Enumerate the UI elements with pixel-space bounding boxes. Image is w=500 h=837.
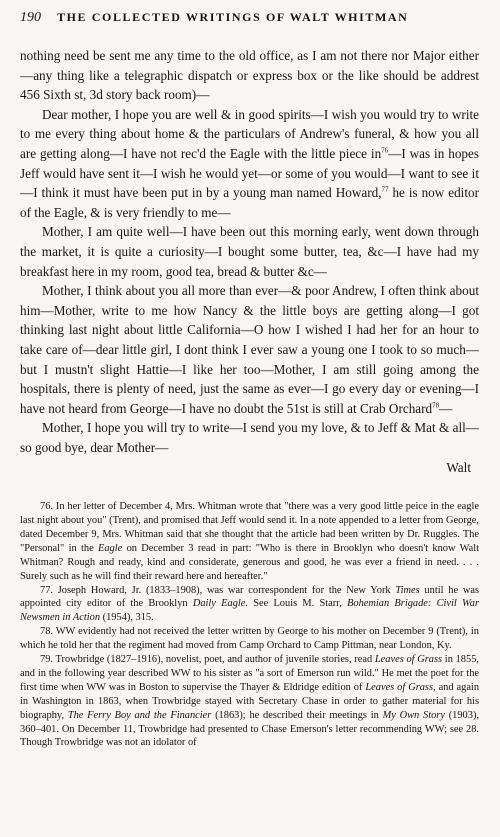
running-head: THE COLLECTED WRITINGS OF WALT WHITMAN: [57, 10, 409, 24]
text-run: —I was in hopes Jeff would have sent it—I wish he would yet—or some of you would—I want to see it—I think it must have been put in by a young man named Howard,: [20, 145, 479, 201]
letter-paragraph: [20, 222, 479, 281]
text-run: until he was appointed city editor of the Brooklyn: [20, 584, 479, 610]
text-run: he is now editor of the Eagle, & is very friendly to me—: [20, 185, 479, 220]
letter-paragraph: [20, 105, 479, 223]
footnotes: [20, 500, 479, 750]
text-run: nothing need be sent me any time to the old office, as I am not there nor Major either—any thing like a telegraphic dispatch or express box or the like should be addrest 456 Sixth st, 3d story back room)—: [20, 48, 479, 103]
page-number: 190: [20, 10, 41, 25]
text-run: Mother, I am quite well—I have been out this morning early, went down through the market, it is quite a curiosity—I bought some butter, tea, &c—I have had my breakfast here in my room, good tea, bread & butter &c—: [20, 224, 479, 279]
text-run: on December 3 read in part: "Who is there in Brooklyn who doesn't know Walt Whitman? Rough and ready, kind and considerate, generous and good, he was ever a friend in need. . . . Surely such as he will find their reward here and hereafter.": [20, 542, 479, 582]
italic-text: Times: [395, 584, 420, 596]
text-run: —: [439, 400, 453, 416]
text-run: in 1855, and in the following year described WW to his sister as "a sort of Emerson run wild." He met the poet for the first time when WW was in Boston to supervise the Thayer & Eldridge edition of: [20, 654, 479, 693]
text-run: Mother, I hope you will try to write—I send you my love, & to Jeff & Mat & all—so good bye, dear Mother—: [20, 420, 479, 455]
page-header: [20, 10, 479, 32]
text-run: 77. Joseph Howard, Jr. (1833–1908), was war correspondent for the New York: [40, 584, 396, 596]
letter-body: [20, 46, 479, 457]
text-run: 78. WW evidently had not received the letter written by George to his mother on December 9 (Trent), in which he told her that the regiment had moved from Camp Orchard to Camp Pittman, near London, Ky.: [20, 626, 479, 652]
italic-text: My Own Story: [382, 709, 445, 721]
text-run: (1863); he described their meetings in: [211, 709, 383, 721]
letter-signature: Walt: [446, 460, 471, 476]
text-run: Dear mother, I hope you are well & in good spirits—I wish you would try to write to me every thing about home & the particulars of Andrew's funeral, & how you all are getting along—I have not rec'd the Eagle with the little piece in: [20, 106, 479, 161]
italic-text: Leaves of Grass: [374, 654, 443, 666]
text-run: and again in Washington in 1863, when Trowbridge stayed with Secretary Chase in order to gather material for his biography,: [20, 681, 480, 721]
text-run: 76. In her letter of December 4, Mrs. Whitman wrote that "there was a very good little peice in the eagle last night about you" (Trent), and promised that Jeff would send it. In a note appended to a letter from George, dated December 9, Mrs. Whitman said that she thought that the article had been written by Dr. Ruggles. The "Personal" in the: [20, 501, 479, 554]
footnote: [20, 653, 479, 750]
text-run: (1903), 360–401. On December 11, Trowbridge had presented to Chase Emerson's letter recommending WW; see 28. Though Trowbridge was not an idolator of: [20, 709, 480, 749]
italic-text: Leaves of Grass,: [365, 681, 436, 693]
letter-paragraph: [20, 46, 479, 105]
italic-text: Bohemian Brigade: Civil War Newsmen in Action: [20, 598, 479, 624]
footnote-marker: 76: [381, 146, 389, 155]
text-run: (1954), 315.: [100, 612, 154, 624]
italic-text: Daily Eagle.: [192, 598, 248, 610]
text-run: See Louis M. Starr,: [247, 598, 348, 610]
letter-paragraph: [20, 418, 479, 457]
italic-text: Eagle: [98, 542, 123, 554]
footnote-marker: 77: [381, 185, 389, 194]
text-run: Mother, I think about you all more than ever—& poor Andrew, I often think about him—Mother, write to me how Nancy & the little boys are getting along—I got thinking last night about little California—O how I wished I had her for an hour to take care of—dear little girl, I dont think I ever saw a young one I took to so much—but I mustn't slight Hattie—I like her too—Mother, I am still going among the hospitals, there is plenty of need, just the same as ever—I go every day or evening—I have not heard from George—I have no doubt the 51st is still at Crab Orchard: [20, 283, 479, 416]
footnote-marker: 78: [432, 401, 440, 410]
footnote: [20, 584, 479, 626]
letter-paragraph: [20, 281, 479, 418]
text-run: 79. Trowbridge (1827–1916), novelist, poet, and author of juvenile stories, read: [40, 654, 375, 666]
footnote: [20, 500, 479, 583]
italic-text: The Ferry Boy and the Financier: [67, 709, 212, 721]
footnote: [20, 625, 479, 653]
